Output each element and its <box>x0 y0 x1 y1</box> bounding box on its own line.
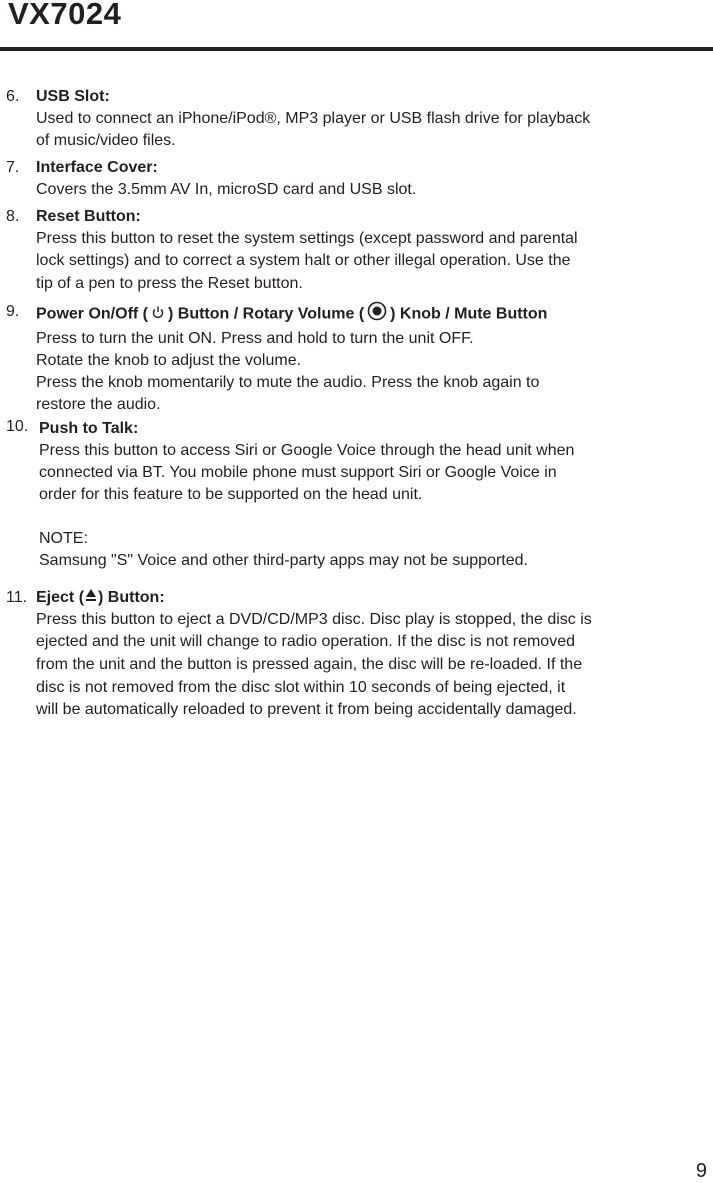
item-text: ejected and the unit will change to radio operation. If the disc is not removed <box>36 633 575 651</box>
item-heading: Reset Button: <box>36 208 141 225</box>
item-text: Press this button to reset the system settings (except password and parental <box>36 230 578 247</box>
heading-part: ) Button: <box>98 589 165 607</box>
item-number: 10. <box>6 418 29 435</box>
item-number: 11. <box>6 589 28 606</box>
item-heading <box>36 587 592 609</box>
item-heading: Interface Cover: <box>36 159 158 176</box>
heading-part: Power On/Off ( <box>36 305 148 323</box>
item-number: 7. <box>6 159 20 176</box>
item-text: Rotate the knob to adjust the volume. <box>36 352 302 369</box>
heading-part: ) Knob / Mute Button <box>390 305 548 323</box>
item-text: of music/video files. <box>36 132 176 149</box>
heading-part: ) Button / Rotary Volume ( <box>168 305 365 323</box>
item-text: connected via BT. You mobile phone must support Siri or Google Voice in <box>39 464 557 481</box>
item-text: Press this button to access Siri or Google Voice through the head unit when <box>39 442 575 459</box>
eject-icon <box>85 587 97 609</box>
item-text: Press the knob momentarily to mute the audio. Press the knob again to <box>36 374 540 391</box>
item-text: Press this button to eject a DVD/CD/MP3 disc. Disc play is stopped, the disc is <box>36 611 592 629</box>
header-divider <box>0 47 713 51</box>
item-text: lock settings) and to correct a system halt or other illegal operation. Use the <box>36 252 571 269</box>
item-text: from the unit and the button is pressed again, the disc will be re-loaded. If the <box>36 656 583 674</box>
item-text: restore the audio. <box>36 396 161 413</box>
document-title: VX7024 <box>8 0 122 31</box>
page-number: 9 <box>695 1160 707 1182</box>
item-text: Used to connect an iPhone/iPod®, MP3 player or USB flash drive for playback <box>36 110 591 127</box>
note-text: Samsung "S" Voice and other third-party apps may not be supported. <box>39 552 528 569</box>
item-heading: USB Slot: <box>36 88 110 105</box>
item-text: order for this feature to be supported on the head unit. <box>39 486 423 503</box>
item-text: tip of a pen to press the Reset button. <box>36 275 303 292</box>
item-text: will be automatically reloaded to prevent it from being accidentally damaged. <box>36 701 577 719</box>
item-text: disc is not removed from the disc slot within 10 seconds of being ejected, it <box>36 679 566 697</box>
volume-knob-icon <box>367 301 387 328</box>
item-heading: Push to Talk: <box>39 420 139 437</box>
item-heading <box>36 301 547 328</box>
item-number: 9. <box>6 303 20 320</box>
item-text: Press to turn the unit ON. Press and hold to turn the unit OFF. <box>36 330 474 347</box>
power-icon <box>151 304 165 326</box>
item-number: 8. <box>6 208 20 225</box>
item-text: Covers the 3.5mm AV In, microSD card and USB slot. <box>36 181 417 198</box>
item-number: 6. <box>6 88 20 105</box>
heading-part: Eject ( <box>36 589 85 607</box>
note-label: NOTE: <box>39 530 88 547</box>
